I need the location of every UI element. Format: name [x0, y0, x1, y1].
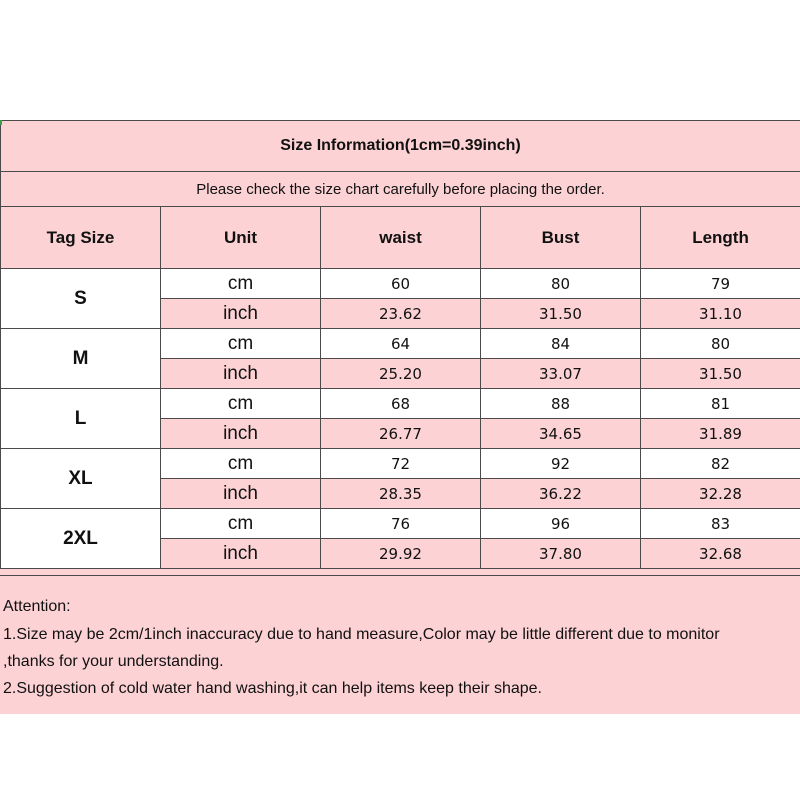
- size-label: 2XL: [1, 509, 161, 569]
- header-unit: Unit: [161, 207, 321, 269]
- unit-cell: cm: [161, 449, 321, 479]
- unit-cell: cm: [161, 509, 321, 539]
- waist-cell: 29.92: [321, 539, 481, 569]
- unit-cell: cm: [161, 269, 321, 299]
- unit-cell: cm: [161, 329, 321, 359]
- bust-cell: 96: [481, 509, 641, 539]
- waist-cell: 72: [321, 449, 481, 479]
- waist-cell: 76: [321, 509, 481, 539]
- size-label: XL: [1, 449, 161, 509]
- waist-cell: 28.35: [321, 479, 481, 509]
- bust-cell: 36.22: [481, 479, 641, 509]
- length-cell: 79: [641, 269, 800, 299]
- note-line: 1.Size may be 2cm/1inch inaccuracy due to hand measure,Color may be little different due to monitor: [3, 626, 720, 643]
- corner-accent: [0, 120, 2, 125]
- header-tag-size: Tag Size: [1, 207, 161, 269]
- bust-cell: 31.50: [481, 299, 641, 329]
- waist-cell: 23.62: [321, 299, 481, 329]
- bust-cell: 84: [481, 329, 641, 359]
- waist-cell: 64: [321, 329, 481, 359]
- note-line: 2.Suggestion of cold water hand washing,it can help items keep their shape.: [3, 680, 542, 697]
- unit-cell: inch: [161, 299, 321, 329]
- unit-cell: cm: [161, 389, 321, 419]
- waist-cell: 60: [321, 269, 481, 299]
- unit-cell: inch: [161, 539, 321, 569]
- waist-cell: 68: [321, 389, 481, 419]
- length-cell: 82: [641, 449, 800, 479]
- length-cell: 83: [641, 509, 800, 539]
- table-row: [1, 449, 800, 479]
- size-label: M: [1, 329, 161, 389]
- notes-heading: Attention:: [3, 598, 71, 615]
- table-row: [1, 509, 800, 539]
- unit-cell: inch: [161, 479, 321, 509]
- length-cell: 81: [641, 389, 800, 419]
- header-length: Length: [641, 207, 800, 269]
- table-row: [1, 329, 800, 359]
- waist-cell: 26.77: [321, 419, 481, 449]
- length-cell: 80: [641, 329, 800, 359]
- attention-notes: [0, 575, 800, 715]
- size-label: S: [1, 269, 161, 329]
- bust-cell: 33.07: [481, 359, 641, 389]
- length-cell: 31.89: [641, 419, 800, 449]
- table-row: [1, 389, 800, 419]
- bust-cell: 92: [481, 449, 641, 479]
- bust-cell: 37.80: [481, 539, 641, 569]
- size-table: [0, 120, 800, 569]
- length-cell: 31.50: [641, 359, 800, 389]
- unit-cell: inch: [161, 359, 321, 389]
- table-title: Size Information(1cm=0.39inch): [1, 121, 800, 172]
- header-bust: Bust: [481, 207, 641, 269]
- size-chart: [0, 120, 800, 714]
- table-row: [1, 269, 800, 299]
- length-cell: 32.28: [641, 479, 800, 509]
- bust-cell: 80: [481, 269, 641, 299]
- waist-cell: 25.20: [321, 359, 481, 389]
- note-line: ,thanks for your understanding.: [3, 653, 224, 670]
- header-waist: waist: [321, 207, 481, 269]
- unit-cell: inch: [161, 419, 321, 449]
- length-cell: 31.10: [641, 299, 800, 329]
- table-subtitle: Please check the size chart carefully before placing the order.: [1, 172, 800, 207]
- bust-cell: 88: [481, 389, 641, 419]
- length-cell: 32.68: [641, 539, 800, 569]
- bust-cell: 34.65: [481, 419, 641, 449]
- size-label: L: [1, 389, 161, 449]
